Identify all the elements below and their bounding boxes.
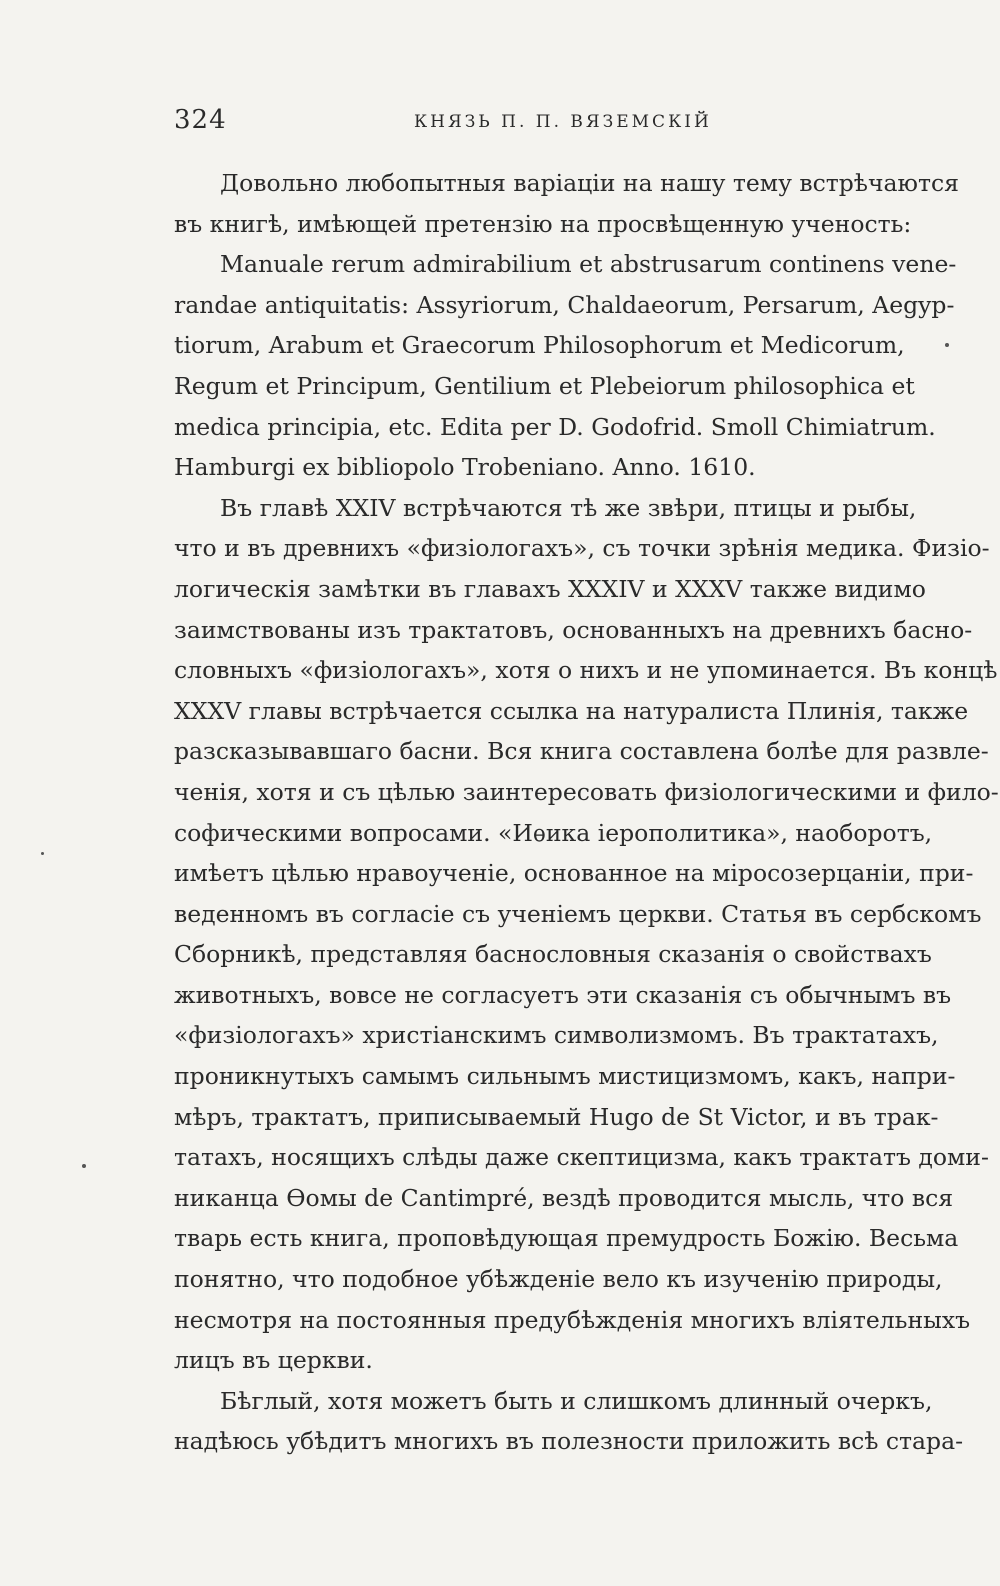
text-line: medica principia, etc. Edita per D. Godofrid. Smoll Chimiatrum. bbox=[174, 412, 936, 441]
text-line: tiorum, Arabum et Graecorum Philosophorum et Medicorum, bbox=[174, 331, 905, 360]
text-line: логическія замѣтки въ главахъ XXXIV и XXXV также видимо bbox=[174, 574, 926, 603]
text-line: ченія, хотя и съ цѣлью заинтересовать физіологическими и фило- bbox=[174, 777, 999, 806]
text-line: Hamburgi ex bibliopolo Trobeniano. Anno. 1610. bbox=[174, 453, 756, 482]
page-header bbox=[174, 105, 888, 145]
text-line: Бѣглый, хотя можетъ быть и слишкомъ длинный очеркъ, bbox=[220, 1386, 933, 1415]
text-line: randae antiquitatis: Assyriorum, Chaldaeorum, Persarum, Aegyp- bbox=[174, 290, 955, 319]
text-line: Въ главѣ XXIV встрѣчаются тѣ же звѣри, птицы и рыбы, bbox=[220, 493, 917, 522]
paper-speck bbox=[82, 1164, 86, 1168]
text-line: въ книгѣ, имѣющей претензію на просвѣщенную ученость: bbox=[174, 209, 912, 238]
text-line: софическими вопросами. «Иѳика іерополитика», наоборотъ, bbox=[174, 818, 933, 847]
text-line: никанца Ѳомы de Cantimpré, вездѣ проводится мысль, что вся bbox=[174, 1183, 954, 1212]
running-head: КНЯЗЬ П. П. ВЯЗЕМСКІЙ bbox=[414, 112, 712, 132]
text-line: животныхъ, вовсе не согласуетъ эти сказанія съ обычнымъ въ bbox=[174, 980, 952, 1009]
text-line: татахъ, носящихъ слѣды даже скептицизма, какъ трактатъ доми- bbox=[174, 1143, 989, 1172]
text-line: имѣетъ цѣлью нравоученіе, основанное на міросозерцаніи, при- bbox=[174, 859, 974, 888]
text-line: заимствованы изъ трактатовъ, основанныхъ на древнихъ басно- bbox=[174, 615, 973, 644]
text-line: словныхъ «физіологахъ», хотя о нихъ и не упоминается. Въ концѣ bbox=[174, 656, 998, 685]
paper-speck bbox=[41, 852, 44, 855]
text-line: понятно, что подобное убѣжденіе вело къ изученію природы, bbox=[174, 1265, 943, 1294]
text-line: «физіологахъ» христіанскимъ символизмомъ. Въ трактатахъ, bbox=[174, 1021, 939, 1050]
text-line: надѣюсь убѣдитъ многихъ въ полезности приложить всѣ стара- bbox=[174, 1427, 964, 1456]
text-line: несмотря на постоянныя предубѣжденія многихъ вліятельныхъ bbox=[174, 1305, 971, 1334]
text-line: тварь есть книга, проповѣдующая премудрость Божію. Весьма bbox=[174, 1224, 959, 1253]
page-body bbox=[174, 163, 999, 1462]
text-line: разсказывавшаго басни. Вся книга составлена болѣе для развле- bbox=[174, 737, 989, 766]
text-line: что и въ древнихъ «физіологахъ», съ точки зрѣнія медика. Физіо- bbox=[174, 534, 990, 563]
text-line: Довольно любопытныя варіаціи на нашу тему встрѣчаются bbox=[220, 169, 959, 197]
paper-speck bbox=[945, 343, 949, 347]
text-line: Regum et Principum, Gentilium et Plebeiorum philosophica et bbox=[174, 371, 915, 400]
page-number: 324 bbox=[174, 105, 227, 135]
text-line: проникнутыхъ самымъ сильнымъ мистицизмомъ, какъ, напри- bbox=[174, 1062, 956, 1091]
text-line: XXXV главы встрѣчается ссылка на натуралиста Плинія, также bbox=[174, 696, 969, 725]
text-line: Manuale rerum admirabilium et abstrusarum continens vene- bbox=[220, 250, 957, 279]
text-line: Сборникѣ, представляя баснословныя сказанія о свойствахъ bbox=[174, 940, 932, 969]
text-line: веденномъ въ согласіе съ ученіемъ церкви. Статья въ сербскомъ bbox=[174, 899, 982, 928]
text-line: мѣръ, трактатъ, приписываемый Hugo de St Victor, и въ трак- bbox=[174, 1102, 939, 1131]
text-line: лицъ въ церкви. bbox=[174, 1346, 373, 1375]
